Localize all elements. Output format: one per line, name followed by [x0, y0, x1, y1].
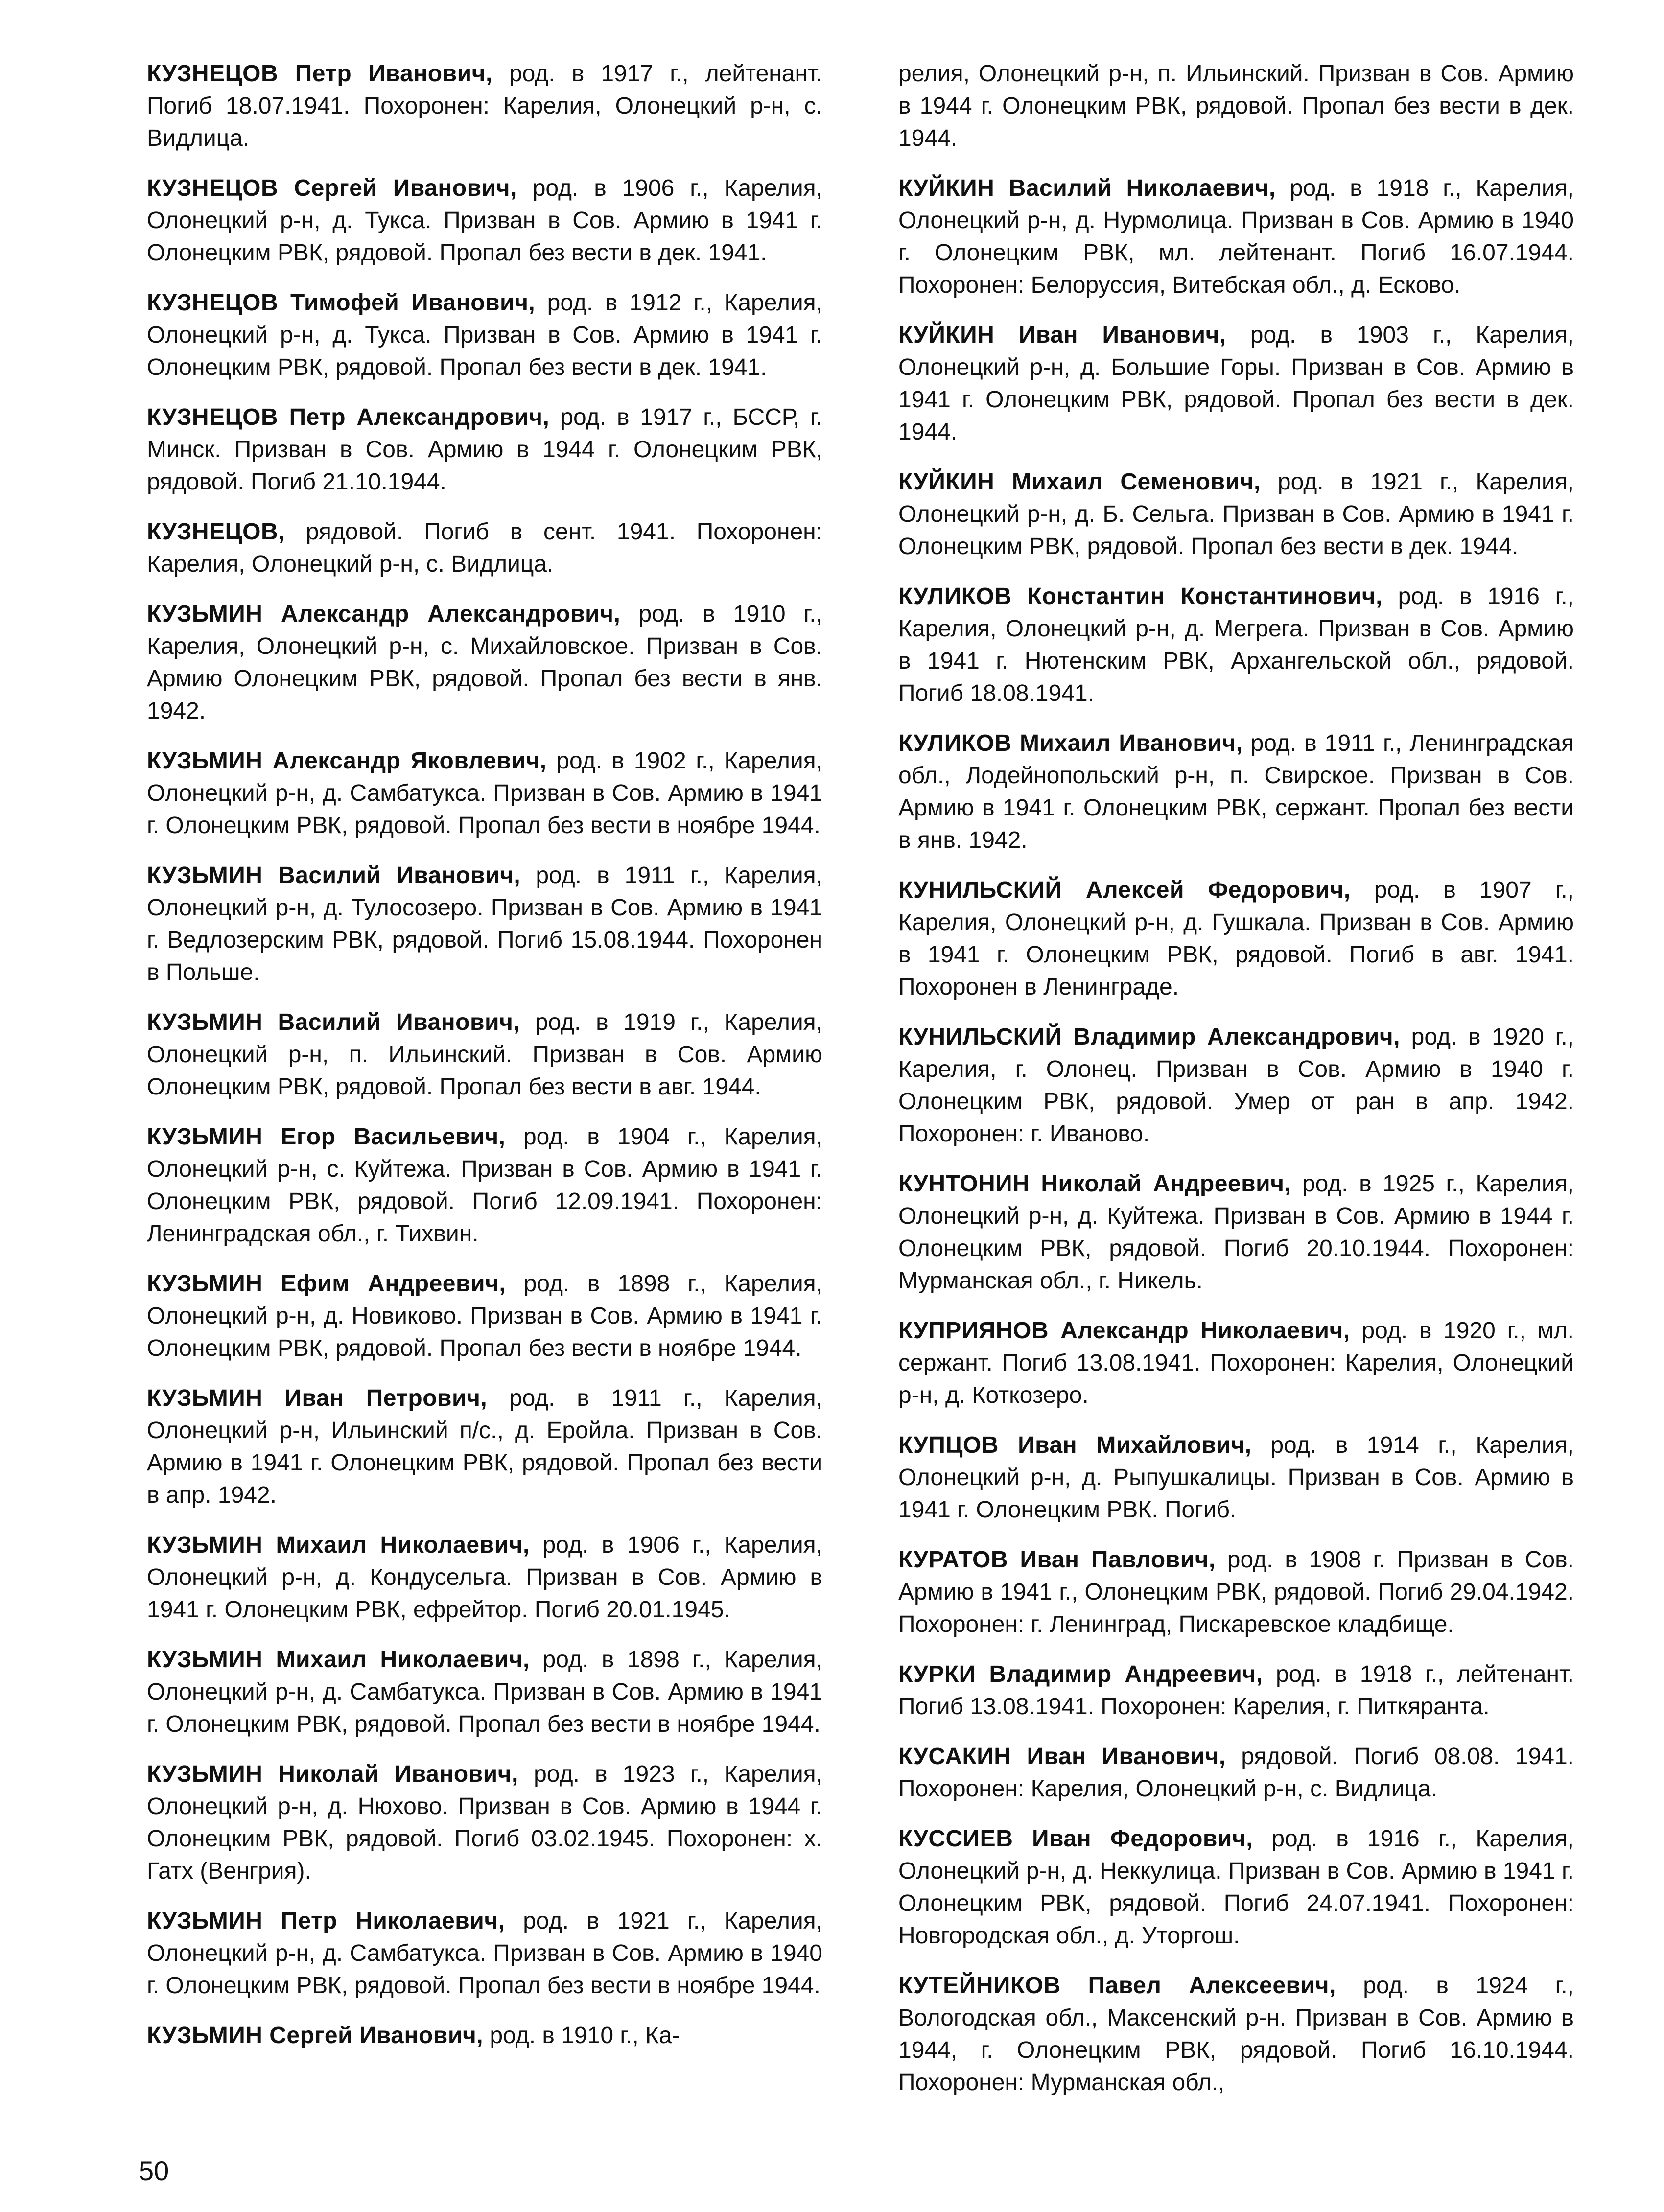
entry-text: род. в 1911 г., Карелия, Олонецкий р-н, Ильинский п/с., д. Еройла. Призван в Сов. Армию в 1941 г. Олонецким РВК, рядовой. Пропал без вести в апр. 1942.	[147, 1385, 822, 1508]
right-column	[898, 58, 1574, 2117]
entry-name: КУЙКИН Михаил Семенович,	[898, 469, 1261, 495]
entry-text: релия, Олонецкий р-н, п. Ильинский. Призван в Сов. Армию в 1944 г. Олонецким РВК, рядовой. Пропал без вести в дек. 1944.	[898, 61, 1574, 151]
entry-name: КУЙКИН Василий Николаевич,	[898, 175, 1276, 201]
entry	[898, 581, 1574, 710]
page-number: 50	[139, 2155, 169, 2186]
entry-name: КУЗНЕЦОВ,	[147, 519, 285, 545]
entry-text: род. в 1906 г., Карелия, Олонецкий р-н, д. Тукса. Призван в Сов. Армию в 1941 г. Олонецким РВК, рядовой. Пропал без вести в дек. 1941.	[147, 175, 822, 266]
entry-text: род. в 1917 г., БССР, г. Минск. Призван в Сов. Армию в 1944 г. Олонецким РВК, рядовой. Погиб 21.10.1944.	[147, 404, 822, 495]
entry-name: КУЛИКОВ Константин Константинович,	[898, 583, 1383, 609]
entry-name: КУЗЬМИН Николай Иванович,	[147, 1761, 518, 1787]
entry	[147, 516, 822, 581]
entry-name: КУЙКИН Иван Иванович,	[898, 322, 1226, 348]
entry-name: КУЗНЕЦОВ Тимофей Иванович,	[147, 290, 536, 316]
entry-name: КУЗЬМИН Василий Иванович,	[147, 1009, 520, 1035]
entry-text: род. в 1925 г., Карелия, Олонецкий р-н, д. Куйтежа. Призван в Сов. Армию в 1944 г. Олонецким РВК, рядовой. Погиб 20.10.1944. Похоронен: Мурманская обл., г. Никель.	[898, 1171, 1574, 1294]
entry	[147, 1006, 822, 1103]
entry-text: род. в 1898 г., Карелия, Олонецкий р-н, д. Самбатукса. Призван в Сов. Армию в 1941 г. Олонецким РВК, рядовой. Пропал без вести в ноябре 1944.	[147, 1647, 823, 1737]
entry	[898, 1823, 1574, 1952]
entry-name: КУЗЬМИН Иван Петрович,	[147, 1385, 488, 1411]
entry-name: КУЗЬМИН Василий Иванович,	[147, 862, 521, 888]
entry-text: род. в 1924 г., Вологодская обл., Максенский р-н. Призван в Сов. Армию в 1944, г. Олонецким РВК, рядовой. Погиб 16.10.1944. Похоронен: Мурманская обл.,	[898, 1973, 1574, 2096]
entry-name: КУЗЬМИН Егор Васильевич,	[147, 1124, 506, 1150]
entry	[147, 1905, 822, 2002]
entry-name: КУНИЛЬСКИЙ Владимир Александрович,	[898, 1024, 1400, 1050]
entry-name: КУЗНЕЦОВ Сергей Иванович,	[147, 175, 517, 201]
entry	[147, 172, 822, 269]
entry	[898, 319, 1574, 448]
entry-name: КУСАКИН Иван Иванович,	[898, 1744, 1226, 1770]
entry-text: род. в 1910 г., Ка-	[490, 2023, 680, 2049]
entry-name: КУНТОНИН Николай Андреевич,	[898, 1171, 1291, 1197]
entry	[147, 2020, 822, 2052]
entry-text: род. в 1903 г., Карелия, Олонецкий р-н, д. Большие Горы. Призван в Сов. Армию в 1941 г. Олонецким РВК, рядовой. Пропал без вести в дек. 1944.	[898, 322, 1574, 445]
entry	[147, 860, 822, 989]
entry-text: род. в 1917 г., лейтенант. Погиб 18.07.1941. Похоронен: Карелия, Олонецкий р-н, с. Видлица.	[147, 61, 823, 151]
entry	[898, 1658, 1574, 1723]
entry-name: КУПЦОВ Иван Михайлович,	[898, 1432, 1252, 1458]
entry	[147, 745, 822, 842]
entry-text: род. в 1907 г., Карелия, Олонецкий р-н, д. Гушкала. Призван в Сов. Армию в 1941 г. Олонецким РВК, рядовой. Погиб в авг. 1941. Похоронен в Ленинграде.	[898, 877, 1574, 1000]
entry	[147, 1382, 822, 1512]
entry	[898, 1741, 1574, 1805]
entry-name: КУТЕЙНИКОВ Павел Алексеевич,	[898, 1973, 1336, 1999]
entry	[898, 874, 1574, 1003]
entry-text: рядовой. Погиб 08.08. 1941. Похоронен: Карелия, Олонецкий р-н, с. Видлица.	[898, 1744, 1574, 1802]
entry-name: КУЗНЕЦОВ Петр Иванович,	[147, 61, 492, 87]
entry	[898, 1544, 1574, 1641]
entry	[898, 1429, 1574, 1526]
entry-text: род. в 1921 г., Карелия, Олонецкий р-н, д. Б. Сельга. Призван в Сов. Армию в 1941 г. Олонецким РВК, рядовой. Пропал без вести в дек. 1944.	[898, 469, 1574, 559]
entry-text: род. в 1908 г. Призван в Сов. Армию в 1941 г., Олонецким РВК, рядовой. Погиб 29.04.1942. Похоронен: г. Ленинград, Пискаревское кладбище.	[898, 1547, 1574, 1637]
entry-text: род. в 1918 г., лейтенант. Погиб 13.08.1941. Похоронен: Карелия, г. Питкяранта.	[898, 1661, 1574, 1720]
entry	[147, 58, 822, 155]
entry-name: КУЛИКОВ Михаил Иванович,	[898, 730, 1243, 756]
entry-name: КУРАТОВ Иван Павлович,	[898, 1547, 1216, 1573]
entry	[147, 1529, 822, 1626]
entry	[898, 172, 1574, 302]
entry-text: род. в 1916 г., Карелия, Олонецкий р-н, д. Мегрега. Призван в Сов. Армию в 1941 г. Нютенским РВК, Архангельской обл., рядовой. Погиб 18.08.1941.	[898, 583, 1574, 706]
entry-name: КУЗЬМИН Михаил Николаевич,	[147, 1647, 530, 1673]
entry-text: рядовой. Погиб в сент. 1941. Похоронен: Карелия, Олонецкий р-н, с. Видлица.	[147, 519, 822, 577]
entry-text: род. в 1906 г., Карелия, Олонецкий р-н, д. Кондусельга. Призван в Сов. Армию в 1941 г. Олонецким РВК, ефрейтор. Погиб 20.01.1945.	[147, 1532, 823, 1623]
entry-name: КУССИЕВ Иван Федорович,	[898, 1826, 1253, 1852]
entry-text: род. в 1920 г., мл. сержант. Погиб 13.08.1941. Похоронен: Карелия, Олонецкий р-н, д. Коткозеро.	[898, 1318, 1574, 1408]
entry	[147, 1268, 822, 1365]
entry	[147, 287, 822, 384]
entry-name: КУЗЬМИН Петр Николаевич,	[147, 1908, 505, 1934]
entry-text: род. в 1911 г., Ленинградская обл., Лодейнопольский р-н, п. Свирское. Призван в Сов. Армию в 1941 г. Олонецким РВК, сержант. Пропал без вести в янв. 1942.	[898, 730, 1574, 853]
entry	[898, 466, 1574, 563]
entry-text: род. в 1919 г., Карелия, Олонецкий р-н, п. Ильинский. Призван в Сов. Армию Олонецким РВК, рядовой. Пропал без вести в авг. 1944.	[147, 1009, 823, 1100]
entry	[898, 1970, 1574, 2099]
entry-text: род. в 1918 г., Карелия, Олонецкий р-н, д. Нурмолица. Призван в Сов. Армию в 1940 г. Олонецким РВК, мл. лейтенант. Погиб 16.07.1944. Похоронен: Белоруссия, Витебская обл., д. Есково.	[898, 175, 1574, 298]
left-column	[147, 58, 822, 2070]
entry-name: КУЗЬМИН Ефим Андреевич,	[147, 1271, 506, 1297]
entry-continuation	[898, 58, 1574, 155]
entry-name: КУРКИ Владимир Андреевич,	[898, 1661, 1263, 1687]
entry-name: КУЗЬМИН Сергей Иванович,	[147, 2023, 484, 2049]
entry-name: КУЗЬМИН Александр Яковлевич,	[147, 748, 547, 774]
entry-name: КУЗНЕЦОВ Петр Александрович,	[147, 404, 550, 430]
entry-name: КУНИЛЬСКИЙ Алексей Федорович,	[898, 877, 1351, 903]
entry	[898, 727, 1574, 857]
entry	[147, 1121, 822, 1250]
entry-text: род. в 1904 г., Карелия, Олонецкий р-н, с. Куйтежа. Призван в Сов. Армию в 1941 г. Олонецким РВК, рядовой. Погиб 12.09.1941. Похоронен: Ленинградская обл., г. Тихвин.	[147, 1124, 822, 1247]
entry	[898, 1168, 1574, 1297]
entry-name: КУЗЬМИН Михаил Николаевич,	[147, 1532, 530, 1558]
entry-name: КУЗЬМИН Александр Александрович,	[147, 601, 621, 627]
entry-text: род. в 1910 г., Карелия, Олонецкий р-н, с. Михайловское. Призван в Сов. Армию Олонецким РВК, рядовой. Пропал без вести в янв. 1942.	[147, 601, 822, 724]
entry-text: род. в 1911 г., Карелия, Олонецкий р-н, д. Тулосозеро. Призван в Сов. Армию в 1941 г. Ведлозерским РВК, рядовой. Погиб 15.08.1944. Похоронен в Польше.	[147, 862, 823, 985]
entry	[147, 1758, 822, 1887]
entry-text: род. в 1916 г., Карелия, Олонецкий р-н, д. Неккулица. Призван в Сов. Армию в 1941 г. Олонецким РВК, рядовой. Погиб 24.07.1941. Похоронен: Новгородская обл., д. Уторгош.	[898, 1826, 1574, 1949]
entry-text: род. в 1912 г., Карелия, Олонецкий р-н, д. Тукса. Призван в Сов. Армию в 1941 г. Олонецким РВК, рядовой. Пропал без вести в дек. 1941.	[147, 290, 822, 380]
entry-text: род. в 1898 г., Карелия, Олонецкий р-н, д. Новиково. Призван в Сов. Армию в 1941 г. Олонецким РВК, рядовой. Пропал без вести в ноябре 1944.	[147, 1271, 822, 1361]
entry-text: род. в 1923 г., Карелия, Олонецкий р-н, д. Нюхово. Призван в Сов. Армию в 1944 г. Олонецким РВК, рядовой. Погиб 03.02.1945. Похоронен: х. Гатх (Венгрия).	[147, 1761, 822, 1884]
entry	[147, 598, 822, 727]
entry-text: род. в 1920 г., Карелия, г. Олонец. Призван в Сов. Армию в 1940 г. Олонецким РВК, рядовой. Умер от ран в апр. 1942. Похоронен: г. Иваново.	[898, 1024, 1574, 1147]
entry-text: род. в 1902 г., Карелия, Олонецкий р-н, д. Самбатукса. Призван в Сов. Армию в 1941 г. Олонецким РВК, рядовой. Пропал без вести в ноябре 1944.	[147, 748, 822, 838]
entry	[898, 1315, 1574, 1412]
entry	[898, 1021, 1574, 1150]
entry-text: род. в 1921 г., Карелия, Олонецкий р-н, д. Самбатукса. Призван в Сов. Армию в 1940 г. Олонецким РВК, рядовой. Пропал без вести в ноябре 1944.	[147, 1908, 822, 1999]
entry-name: КУПРИЯНОВ Александр Николаевич,	[898, 1318, 1350, 1344]
entry-text: род. в 1914 г., Карелия, Олонецкий р-н, д. Рыпушкалицы. Призван в Сов. Армию в 1941 г. Олонецким РВК. Погиб.	[898, 1432, 1574, 1523]
entry	[147, 401, 822, 498]
entry	[147, 1644, 822, 1741]
